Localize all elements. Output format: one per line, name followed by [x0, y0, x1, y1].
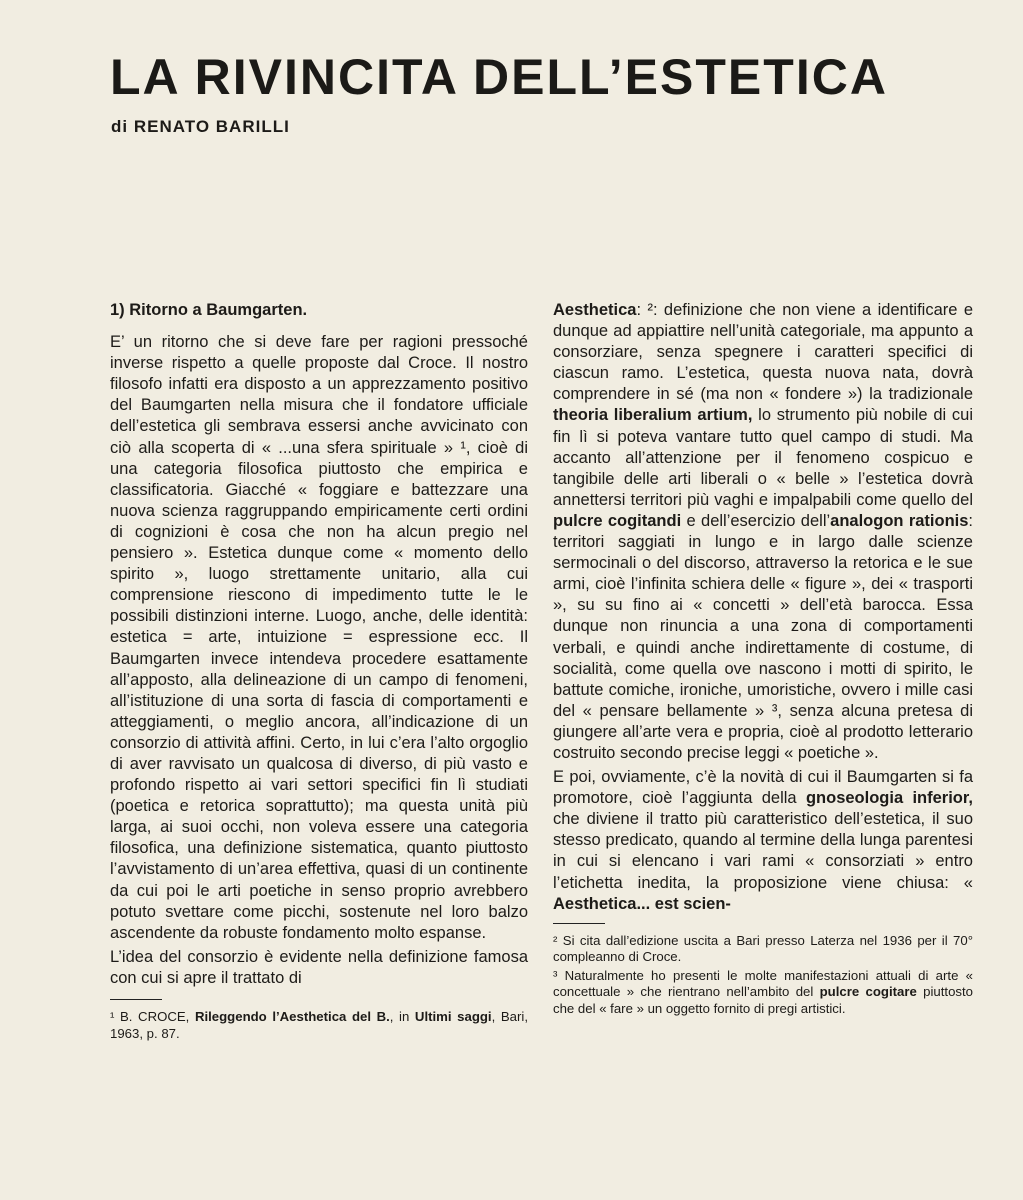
article-author: di RENATO BARILLI — [111, 117, 290, 136]
bold-phrase: gnoseologia inferior, — [805, 789, 973, 808]
bold-phrase: Aesthetica... est scien- — [553, 894, 731, 913]
text-run: piuttosto che del « fare » un oggetto fornito di pregi artistici. — [553, 984, 973, 1016]
footnote — [553, 968, 973, 1018]
text-run: lo strumento più nobile di cui fin lì si poteva vantare tutto quel campo di studi. Ma accanto all’attenzione per il fenomeno cospicuo e tangibile delle arti liberali o « belle » l’estetica dovrà annettersi territori più vaghi e impalpabili come quello del — [553, 406, 973, 509]
text-run: e dell’esercizio dell’ — [681, 511, 831, 530]
text-run: ¹ B. CROCE, — [110, 1009, 195, 1024]
text-run: , Bari, 1963, p. 87. — [110, 1009, 528, 1041]
text-run: ² Si cita dall’edizione uscita a Bari presso Laterza nel 1936 per il 70° compleanno di Croce. — [553, 932, 973, 965]
bold-phrase: theoria liberalium artium, — [553, 406, 753, 425]
text-run: : territori saggiati in lungo e in largo dalle scienze sermocinali o del discorso, attraverso la retorica e le sue armi, cioè l’infinita schiera delle « figure », dei « trasporti », su su fino ai « concetti » dell’età barocca. Essa dunque non rinuncia a una zona di comportamenti verbali, e quindi anche indirettamente di costume, di socialità, come quella ove nascono i motti di spirito, le battute comiche, ironiche, umoristiche, ovvero i mille casi del « pensare bellamente » ³, senza alcuna pretesa di giungere all’arte vera e propria, cioè al prodotto letterario costruito secondo precise leggi « poetiche ». — [553, 511, 974, 762]
text-run: E poi, ovviamente, c’è la novità di cui il Baumgarten si fa promotore, cioè l’aggiunta della — [553, 768, 973, 808]
text-run: E’ un ritorno che si deve fare per ragioni pressoché inverse rispetto a quelle proposte dal Croce. Il nostro filosofo infatti era disposto a un apprezzamento positivo del Baumgarten nella misura che il fondatore ufficiale dell’estetica gli sembrava essersi anche avvicinato con ciò alla scoperta di « ...una sfera spirituale » ¹, cioè di una categoria filosofica piuttosto che empirica e classificatoria. Giacché « foggiare e battezzare una nuova scienza raggruppando empiricamente certi ordini di cognizioni è cosa che non ha alcun pregio nel pensiero ». Estetica dunque come « momento dello spirito », luogo strettamente unitario, alla cui comprensione riescono di impedimento tutte le le possibili distinzioni interne. Luogo, anche, delle identità: estetica = arte, intuizione = espressione ecc. Il Baumgarten invece intendeva procedere esattamente all’apposto, alla delineazione di un campo di fenomeni, all’istituzione di una sorta di fascia di comportamenti e atteggiamenti, o meglio ancora, all’indicazione di un consorzio di attività affini. Certo, in lui c’era l’alto orgoglio di aver ravvisato un qualcosa di diverso, di più vasto e profondo rispetto ai vari settori specifici fin lì studiati (poetica e retorica soprattutto); ma questa unità più larga, ai suoi occhi, non voleva essere una categoria filosofica, una definizione sistematica, quanto piuttosto l’avvistamento di un’area effettiva, quasi di un continente da cui poi le arti poetiche in senso proprio avrebbero potuto svettare come picchi, sostenute nel loro balzo ascendente da robuste fondamento molto espanse. — [110, 333, 528, 942]
paragraph — [110, 332, 528, 944]
footnote-divider — [553, 923, 605, 924]
bold-phrase: pulcre cogitare — [819, 984, 917, 1000]
text-run: : ²: definizione che non viene a identificare e dunque ad appiattire nell’unità categoriale, ma appunto a consorziare, senza spegnere i caratteri specifici di ciascun ramo. L’estetica, questa nuova nata, dovrà comprendere in sé (ma non « fondere ») la tradizionale — [553, 301, 973, 404]
bold-phrase: pulcre cogitandi — [553, 511, 682, 530]
bold-phrase: Aesthetica — [553, 301, 637, 319]
text-run: che diviene il tratto più caratteristico dell’estetica, il suo stesso predicato, quando al termine della lunga parentesi in cui si elencano i vari rami « consorziati » entro l’etichetta inedita, la proposizione viene chiusa: « — [553, 810, 973, 892]
paragraph — [110, 947, 528, 989]
text-run: , in — [389, 1009, 415, 1024]
text-run: ³ Naturalmente ho presenti le molte manifestazioni attuali di arte « concettuale » che rientrano nell’ambito del — [553, 967, 973, 1000]
footnote — [553, 933, 973, 966]
left-column — [110, 300, 528, 1042]
paragraph — [553, 300, 973, 764]
article-title: LA RIVINCITA DELL’ESTETICA — [110, 49, 888, 105]
bold-phrase: analogon rationis — [830, 511, 969, 530]
footnote — [110, 1009, 528, 1042]
text-run: L’idea del consorzio è evidente nella definizione famosa con cui si apre il trattato di — [110, 947, 528, 987]
bold-phrase: Rileggendo l’Aesthetica del B. — [194, 1009, 390, 1024]
bold-phrase: Ultimi saggi — [414, 1009, 492, 1024]
right-column — [553, 300, 973, 1017]
section-heading: 1) Ritorno a Baumgarten. — [110, 301, 308, 319]
footnote-divider — [110, 999, 162, 1000]
paragraph — [553, 767, 973, 915]
